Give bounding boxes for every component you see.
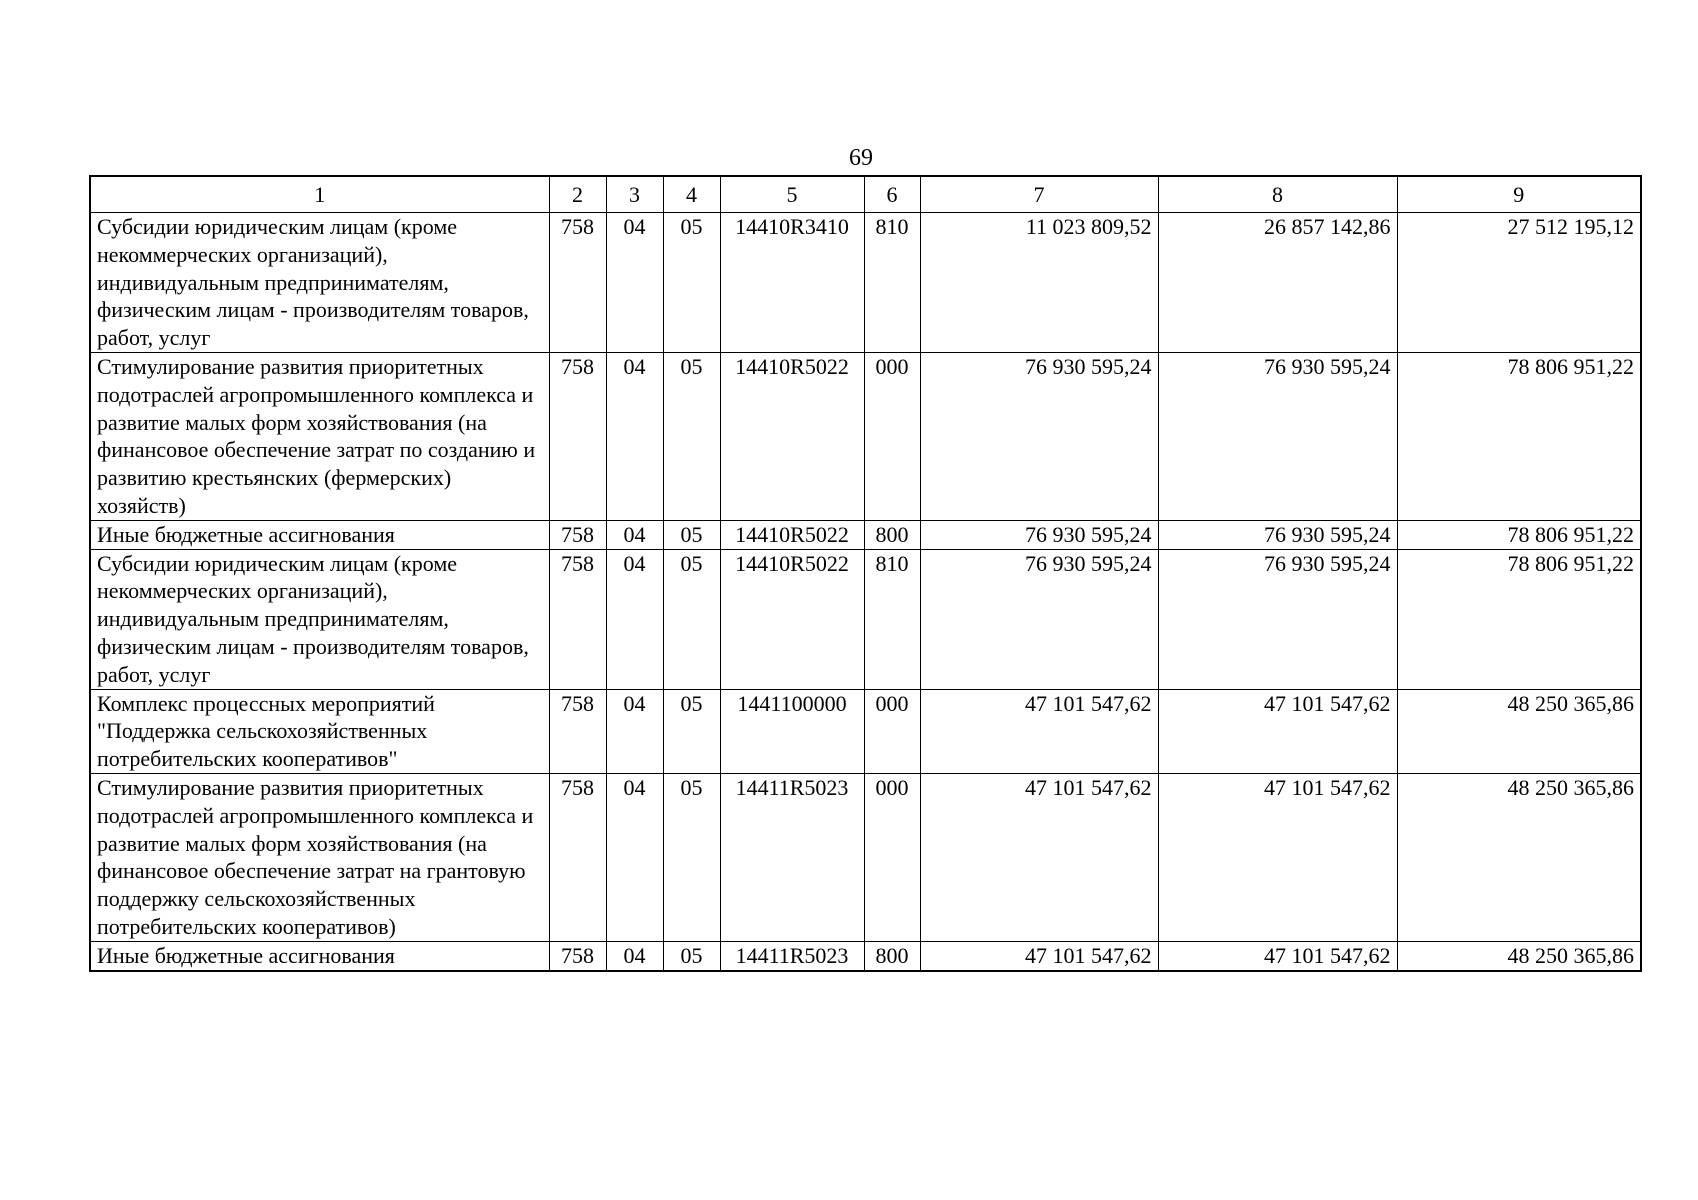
expense-name: Комплекс процессных мероприятий "Поддержка сельскохозяйственных потребительских кооперативов" [90,689,549,773]
target-article-code: 14410R3410 [720,213,864,353]
section-code: 04 [606,520,663,549]
table-row [90,213,1641,353]
column-header-4: 4 [663,176,720,213]
expense-name: Субсидии юридическим лицам (кроме некоммерческих организаций), индивидуальным предпринимателям, физическим лицам - производителям товаров, работ, услуг [90,213,549,353]
target-article-code: 1441100000 [720,689,864,773]
amount-col8: 47 101 547,62 [1158,773,1397,941]
subsection-code: 05 [663,549,720,689]
column-header-7: 7 [920,176,1158,213]
amount-col7: 47 101 547,62 [920,773,1158,941]
amount-col8: 26 857 142,86 [1158,213,1397,353]
amount-col9: 48 250 365,86 [1397,689,1641,773]
expense-name: Иные бюджетные ассигнования [90,520,549,549]
amount-col7: 76 930 595,24 [920,520,1158,549]
amount-col9: 48 250 365,86 [1397,941,1641,970]
expense-type-code: 810 [864,213,920,353]
amount-col7: 76 930 595,24 [920,549,1158,689]
expense-name: Стимулирование развития приоритетных подотраслей агропромышленного комплекса и развитие малых форм хозяйствования (на финансовое обеспечение затрат по созданию и развитию крестьянских (фермерских) хозяйств) [90,352,549,520]
column-header-6: 6 [864,176,920,213]
amount-col8: 76 930 595,24 [1158,549,1397,689]
amount-col9: 78 806 951,22 [1397,520,1641,549]
ministry-code: 758 [549,352,606,520]
amount-col9: 78 806 951,22 [1397,352,1641,520]
ministry-code: 758 [549,549,606,689]
amount-col9: 48 250 365,86 [1397,773,1641,941]
column-header-9: 9 [1397,176,1641,213]
subsection-code: 05 [663,773,720,941]
table-row [90,549,1641,689]
amount-col7: 11 023 809,52 [920,213,1158,353]
subsection-code: 05 [663,213,720,353]
expense-type-code: 810 [864,549,920,689]
amount-col8: 47 101 547,62 [1158,941,1397,970]
expense-name: Субсидии юридическим лицам (кроме некоммерческих организаций), индивидуальным предпринимателям, физическим лицам - производителям товаров, работ, услуг [90,549,549,689]
table-row [90,352,1641,520]
column-header-3: 3 [606,176,663,213]
expense-type-code: 800 [864,941,920,970]
target-article-code: 14410R5022 [720,352,864,520]
target-article-code: 14411R5023 [720,773,864,941]
table-row [90,941,1641,970]
column-header-2: 2 [549,176,606,213]
target-article-code: 14410R5022 [720,520,864,549]
header-row [90,176,1641,213]
amount-col9: 27 512 195,12 [1397,213,1641,353]
ministry-code: 758 [549,689,606,773]
ministry-code: 758 [549,941,606,970]
amount-col8: 76 930 595,24 [1158,520,1397,549]
page-number: 69 [849,145,873,171]
section-code: 04 [606,213,663,353]
amount-col9: 78 806 951,22 [1397,549,1641,689]
section-code: 04 [606,352,663,520]
expense-type-code: 800 [864,520,920,549]
ministry-code: 758 [549,773,606,941]
column-header-8: 8 [1158,176,1397,213]
amount-col7: 47 101 547,62 [920,941,1158,970]
table-row [90,689,1641,773]
amount-col7: 76 930 595,24 [920,352,1158,520]
expense-type-code: 000 [864,689,920,773]
section-code: 04 [606,549,663,689]
subsection-code: 05 [663,520,720,549]
column-header-5: 5 [720,176,864,213]
table-row [90,773,1641,941]
amount-col8: 76 930 595,24 [1158,352,1397,520]
subsection-code: 05 [663,689,720,773]
target-article-code: 14411R5023 [720,941,864,970]
amount-col7: 47 101 547,62 [920,689,1158,773]
ministry-code: 758 [549,213,606,353]
expense-name: Стимулирование развития приоритетных подотраслей агропромышленного комплекса и развитие малых форм хозяйствования (на финансовое обеспечение затрат на грантовую поддержку сельскохозяйственных потребительских кооперативов) [90,773,549,941]
ministry-code: 758 [549,520,606,549]
column-header-1: 1 [90,176,549,213]
expense-type-code: 000 [864,352,920,520]
section-code: 04 [606,689,663,773]
table-row [90,520,1641,549]
amount-col8: 47 101 547,62 [1158,689,1397,773]
subsection-code: 05 [663,352,720,520]
expense-name: Иные бюджетные ассигнования [90,941,549,970]
subsection-code: 05 [663,941,720,970]
expense-type-code: 000 [864,773,920,941]
target-article-code: 14410R5022 [720,549,864,689]
section-code: 04 [606,773,663,941]
section-code: 04 [606,941,663,970]
budget-table [89,175,1642,972]
